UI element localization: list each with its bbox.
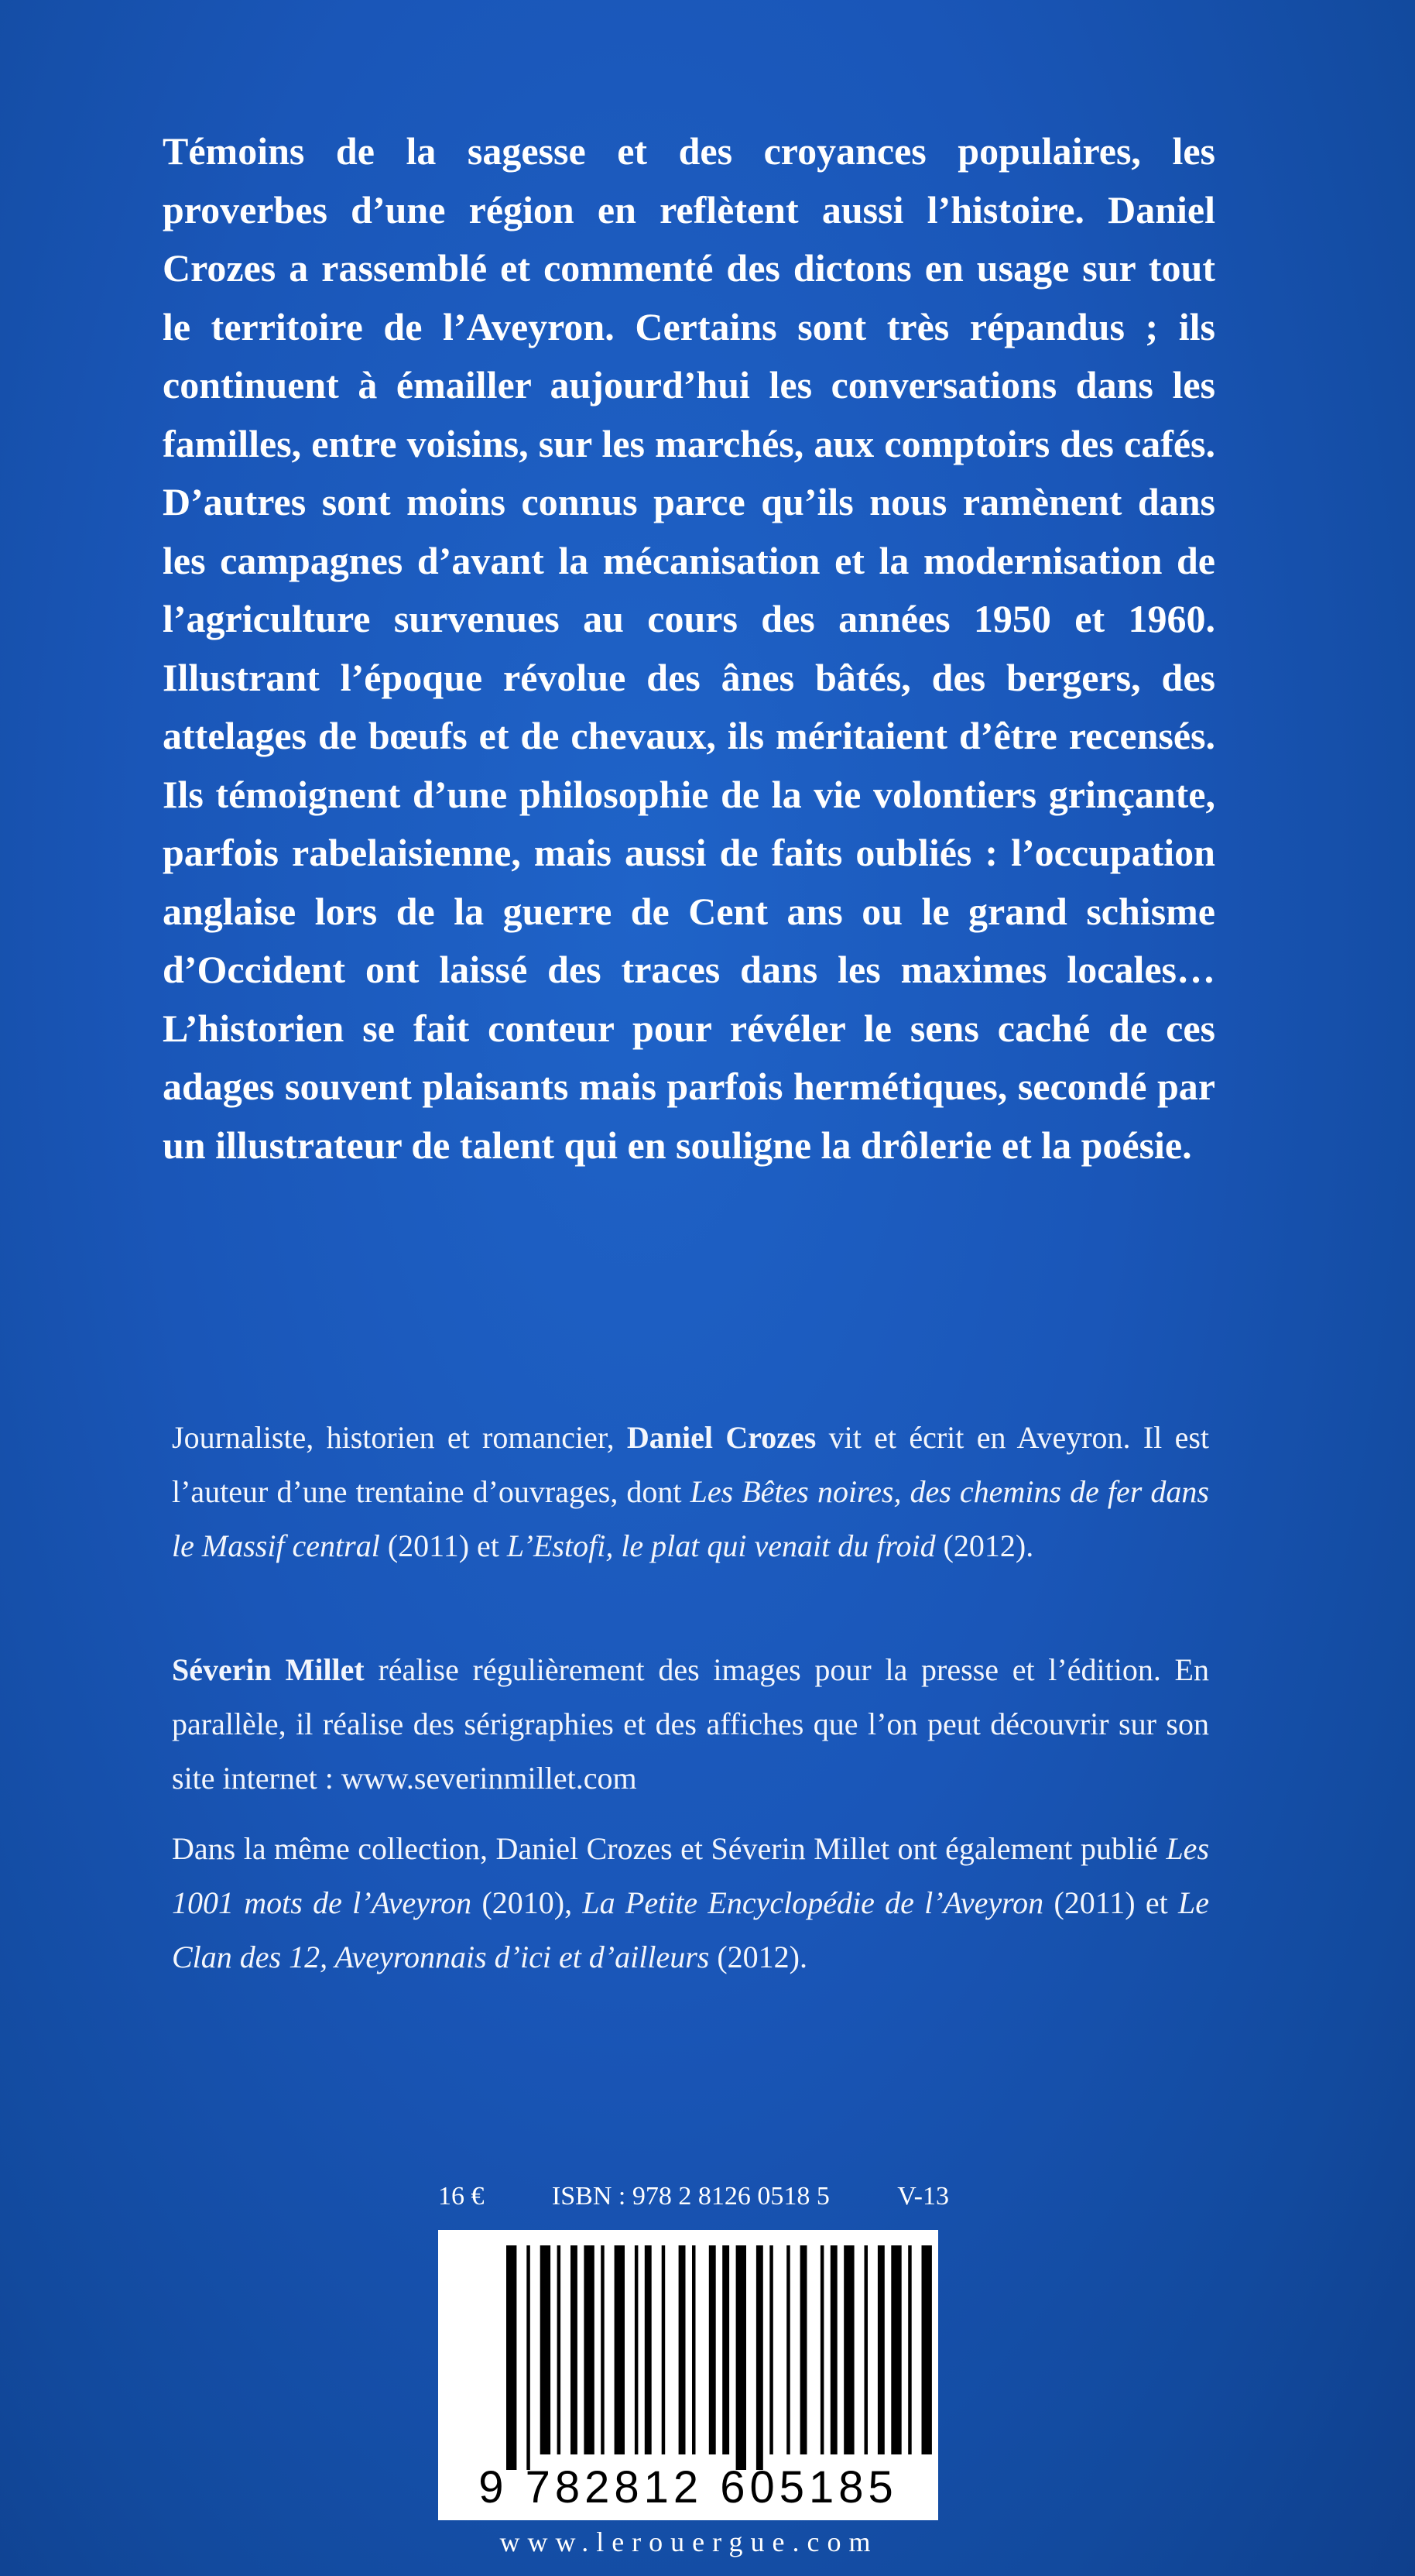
barcode-bar	[922, 2245, 932, 2454]
illustrator-name: Séverin Millet	[172, 1652, 365, 1687]
barcode-bar	[844, 2245, 854, 2454]
author-book-2-year: (2012).	[943, 1528, 1034, 1563]
isbn: ISBN : 978 2 8126 0518 5	[551, 2182, 830, 2211]
barcode-bar	[756, 2245, 763, 2470]
barcode-bar	[736, 2245, 746, 2470]
collection-book-2: La Petite Encyclopédie de l’Aveyron	[582, 1885, 1044, 1920]
collection-note	[172, 1822, 1209, 1984]
collection-book-3-year: (2012).	[717, 1940, 807, 1974]
author-bio-text: vit et écrit en Aveyron. Il est l’auteur d’une trentaine d’ouvrages, dont	[172, 1420, 1210, 1509]
barcode-bar	[584, 2245, 594, 2454]
barcode-bar	[692, 2245, 696, 2454]
barcode-bar	[557, 2245, 561, 2454]
catalog-code: V-13	[897, 2182, 949, 2211]
barcode-bar	[891, 2245, 901, 2454]
collection-intro: Dans la même collection, Daniel Crozes et Séverin Millet ont également publié	[172, 1831, 1158, 1866]
illustrator-bio	[172, 1643, 1209, 1806]
barcode-graphic	[438, 2230, 938, 2520]
publisher-website[interactable]: www.lerouergue.com	[499, 2526, 879, 2557]
author-bio-intro: Journaliste, historien et romancier,	[172, 1420, 615, 1455]
collection-book-3: Le Clan des 12, Aveyronnais d’ici et d’ailleurs	[172, 1885, 1210, 1974]
barcode-bar	[786, 2245, 790, 2454]
collection-book-2-year: (2011) et	[1054, 1885, 1168, 1920]
barcode-bar	[722, 2245, 729, 2454]
barcode-bar	[865, 2245, 869, 2454]
barcode-bar	[908, 2245, 912, 2454]
barcode-bar	[635, 2245, 639, 2454]
collection-book-1-year: (2010),	[481, 1885, 573, 1920]
barcode-bar	[526, 2245, 530, 2470]
barcode-bars	[506, 2245, 938, 2470]
author-book-2: L’Estofi, le plat qui venait du froid	[506, 1528, 936, 1563]
blurb-paragraph: Témoins de la sagesse et des croyances populaires, les proverbes d’une région en reflètent aussi l’histoire. Daniel Crozes a rassemblé et commenté des dictons en usage sur tout le territoire de l’Aveyron. Certains sont très répandus ; ils continuent à émailler aujourd’hui les conversations dans les familles, entre voisins, sur les marchés, aux comptoirs des cafés. D’autres sont moins connus parce qu’ils nous ramènent dans les campagnes d’avant la mécanisation et la modernisation de l’agriculture survenues au cours des années 1950 et 1960. Illustrant l’époque révolue des ânes bâtés, des bergers, des attelages de bœufs et de chevaux, ils méritaient d’être recensés. Ils témoignent d’une philosophie de la vie volontiers grinçante, parfois rabelaisienne, mais aussi de faits oubliés : l’occupation anglaise lors de la guerre de Cent ans ou le grand schisme d’Occident ont laissé des traces dans les maximes locales… L’historien se fait conteur pour révéler le sens caché de ces adages souvent plaisants mais parfois hermétiques, secondé par un illustrateur de talent qui en souligne la drôlerie et la poésie.	[163, 129, 1215, 1167]
author-bio	[172, 1411, 1209, 1573]
price-isbn-line	[438, 2182, 949, 2211]
barcode-bar	[601, 2245, 605, 2454]
barcode-bar	[506, 2245, 516, 2470]
illustrator-bio-text: réalise régulièrement des images pour la presse et l’édition. En parallèle, il réalise des sérigraphies et des affiches que l’on peut découvrir sur son site internet : www.severinmillet.com	[172, 1652, 1209, 1796]
barcode-bar	[821, 2245, 824, 2454]
barcode-digits: 9 782812 605185	[478, 2462, 898, 2513]
author-book-1: Les Bêtes noires, des chemins de fer dans le Massif central	[172, 1474, 1209, 1563]
barcode	[438, 2230, 938, 2520]
barcode-bar	[800, 2245, 807, 2454]
barcode-bar	[570, 2245, 577, 2454]
author-book-1-year: (2011) et	[387, 1528, 499, 1563]
barcode-bar	[540, 2245, 550, 2454]
barcode-bar	[615, 2245, 625, 2454]
barcode-bar	[769, 2245, 773, 2454]
barcode-bar	[679, 2245, 686, 2454]
barcode-bar	[831, 2245, 838, 2454]
barcode-bar	[878, 2245, 885, 2454]
barcode-bar	[662, 2245, 666, 2454]
barcode-bar	[645, 2245, 652, 2454]
price: 16 €	[438, 2182, 485, 2211]
collection-book-1: Les 1001 mots de l’Aveyron	[172, 1831, 1210, 1920]
barcode-bar	[709, 2245, 716, 2454]
author-name: Daniel Crozes	[626, 1420, 817, 1455]
